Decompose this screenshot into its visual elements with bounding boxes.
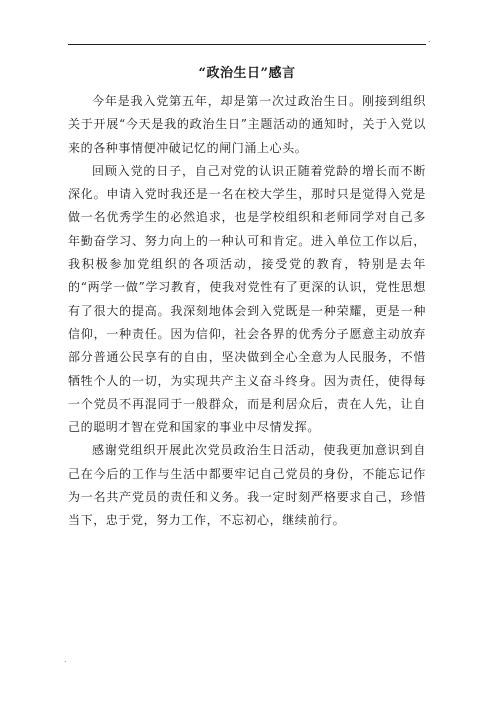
document-title: “政治生日”感言 [198,66,296,81]
header-rule [68,44,426,45]
footer-mark: . [64,655,67,664]
header-mark: . [428,35,431,44]
document-body [68,90,426,533]
paragraph-3: 感谢党组织开展此次党员政治生日活动，使我更加意识到自己在今后的工作与生活中都要牢记自己党员的身份，不能忘记作为一名共产党员的责任和义务。我一定时刻严格要求自己，珍惜当下，忠于党，努力工作，不忘初心，继续前行。 [68,443,426,528]
paragraph-2: 回顾入党的日子，自己对党的认识正随着党龄的增长而不断深化。申请入党时我还是一名在校大学生，那时只是觉得入党是做一名优秀学生的必然追求，也是学校组织和老师同学对自己多年勤奋学习、努力向上的一种认可和肯定。进入单位工作以后，我积极参加党组织的各项活动，接受党的教育，特别是去年的“两学一做”学习教育，使我对党性有了更深的认识，党性思想有了很大的提高。我深刻地体会到入党既是一种荣耀，更是一种信仰，一种责任。因为信仰，社会各界的优秀分子愿意主动放弃部分普通公民享有的自由，坚决做到全心全意为人民服务，不惜牺牲个人的一切，为实现共产主义奋斗终身。因为责任，使得每一个党员不再混同于一般群众，而是利居众后，责在人先，让自己的聪明才智在党和国家的事业中尽情发挥。 [68,163,426,435]
paragraph-1: 今年是我入党第五年，却是第一次过政治生日。刚接到组织关于开展“今天是我的政治生日”主题活动的通知时，关于入党以来的各种事情便冲破记忆的闸门涌上心头。 [68,94,426,155]
